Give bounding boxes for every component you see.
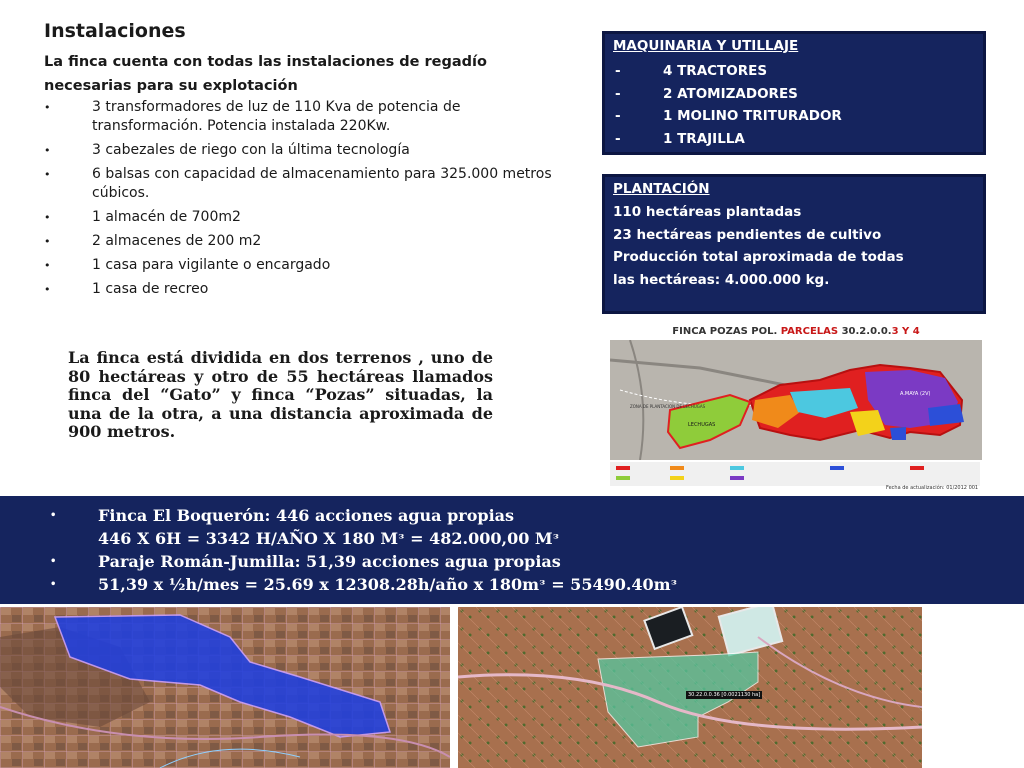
instalaciones-title: Instalaciones [44,20,186,42]
aerial-photo-left-image [0,607,450,768]
maquinaria-item [613,60,842,83]
bullet-icon: • [44,283,51,296]
instalaciones-item [44,256,574,275]
legend-swatch [830,466,844,470]
instalaciones-item-text: 1 casa para vigilante o encargado [92,257,331,273]
agua-line [50,527,677,550]
bullet-icon: • [44,168,51,181]
instalaciones-list [44,98,574,304]
maquinaria-box [602,31,986,155]
plantacion-line: las hectáreas: 4.000.000 kg. [613,271,830,288]
fincas-paragraph: La finca está dividida en dos terrenos , uno de 80 hectáreas y otro de 55 hectáreas llamados finca del “Gato” y finca “Pozas” situadas, la una de la otra, a una distancia aproximada de 900 metros. [68,348,493,441]
map-legend-swatches [610,462,980,486]
plantacion-line: 23 hectáreas pendientes de cultivo [613,226,882,243]
map-title-prefix: FINCA POZAS POL. [672,326,778,337]
agua-line [50,550,677,573]
legend-swatch [730,466,744,470]
maquinaria-item-text: 1 TRAJILLA [663,130,745,147]
instalaciones-item-text: 2 almacenes de 200 m2 [92,233,262,249]
bullet-icon: • [50,579,57,590]
parcel-map [608,326,984,494]
legend-swatch [616,476,630,480]
bullet-icon: • [44,101,51,114]
instalaciones-item [44,232,574,251]
map-title-nums: 30.2.0.0. [841,326,892,337]
plantacion-lines [613,201,904,291]
legend-swatch [670,476,684,480]
instalaciones-item [44,208,574,227]
bullet-icon: • [44,235,51,248]
map-image [610,340,982,460]
aerial-photo-left [0,607,450,768]
plantacion-line: Producción total aproximada de todas [613,249,904,265]
map-title-parcelas: PARCELAS [780,326,839,337]
dash-bullet-icon: - [615,108,621,124]
agua-list [50,504,677,596]
legend-swatch [910,466,924,470]
maquinaria-item [613,128,842,151]
maquinaria-item-text: 4 TRACTORES [663,63,768,79]
agua-line-text: 446 X 6H = 3342 H/AÑO X 180 Mᵌ = 482.000,00 Mᵌ [98,529,560,548]
bullet-icon: • [44,259,51,272]
map-label: A.MAYA (2V) [900,391,931,397]
dash-bullet-icon: - [615,63,621,79]
dash-bullet-icon: - [615,130,621,147]
parcel-blue [890,427,906,440]
bullet-icon: • [44,144,51,157]
map-label: LECHUGAS [688,422,716,428]
aerial-photo-right-image [458,607,922,768]
instalaciones-item [44,165,574,203]
plantacion-line: 110 hectáreas plantadas [613,204,802,220]
agua-line-text: Paraje Román-Jumilla: 51,39 acciones agua propias [98,552,561,571]
maquinaria-list [613,60,842,150]
map-footer: Fecha de actualización: 01/2012 001 [886,485,979,491]
maquinaria-item [613,105,842,128]
bullet-icon: • [50,556,57,567]
map-label: ZONA DE PLANTACION DE LECHUGAS [630,404,706,409]
instalaciones-item [44,98,574,136]
instalaciones-item [44,141,574,160]
bullet-icon: • [50,510,57,521]
instalaciones-item-text: 1 almacén de 700m2 [92,209,241,225]
legend-swatch [670,466,684,470]
agua-band [0,496,1024,604]
instalaciones-item-text: 6 balsas con capacidad de almacenamiento para 325.000 metros cúbicos. [92,166,552,201]
instalaciones-intro: La finca cuenta con todas las instalaciones de regadío necesarias para su explotación [44,54,487,94]
maquinaria-item-text: 2 ATOMIZADORES [663,85,798,102]
instalaciones-item-text: 3 cabezales de riego con la última tecnología [92,142,410,158]
dash-bullet-icon: - [615,85,621,102]
aerial-photo-right [458,607,922,768]
plantacion-box [602,174,986,314]
instalaciones-item-text: 3 transformadores de luz de 110 Kva de potencia de transformación. Potencia instalada 220Kw. [92,99,461,134]
instalaciones-item [44,280,574,299]
maquinaria-item [613,83,842,106]
parcel-id-label: 30.22.0.0.36 [0.0021130 ha] [688,692,761,698]
agua-line [50,504,677,527]
plantacion-title: PLANTACIÓN [613,181,710,197]
legend-swatch [730,476,744,480]
legend-swatch [616,466,630,470]
agua-line-text: 51,39 x ½h/mes = 25.69 x 12308.28h/año x 180mᵌ = 55490.40mᵌ [98,575,678,594]
map-title-red: 3 Y 4 [891,326,920,337]
agua-line [50,573,677,596]
agua-line-text: Finca El Boquerón: 446 acciones agua propias [98,506,515,525]
bullet-icon: • [44,211,51,224]
maquinaria-title: MAQUINARIA Y UTILLAJE [613,38,799,54]
map-title [608,326,984,337]
instalaciones-item-text: 1 casa de recreo [92,281,209,297]
map-legend [610,462,980,486]
maquinaria-item-text: 1 MOLINO TRITURADOR [663,108,842,124]
